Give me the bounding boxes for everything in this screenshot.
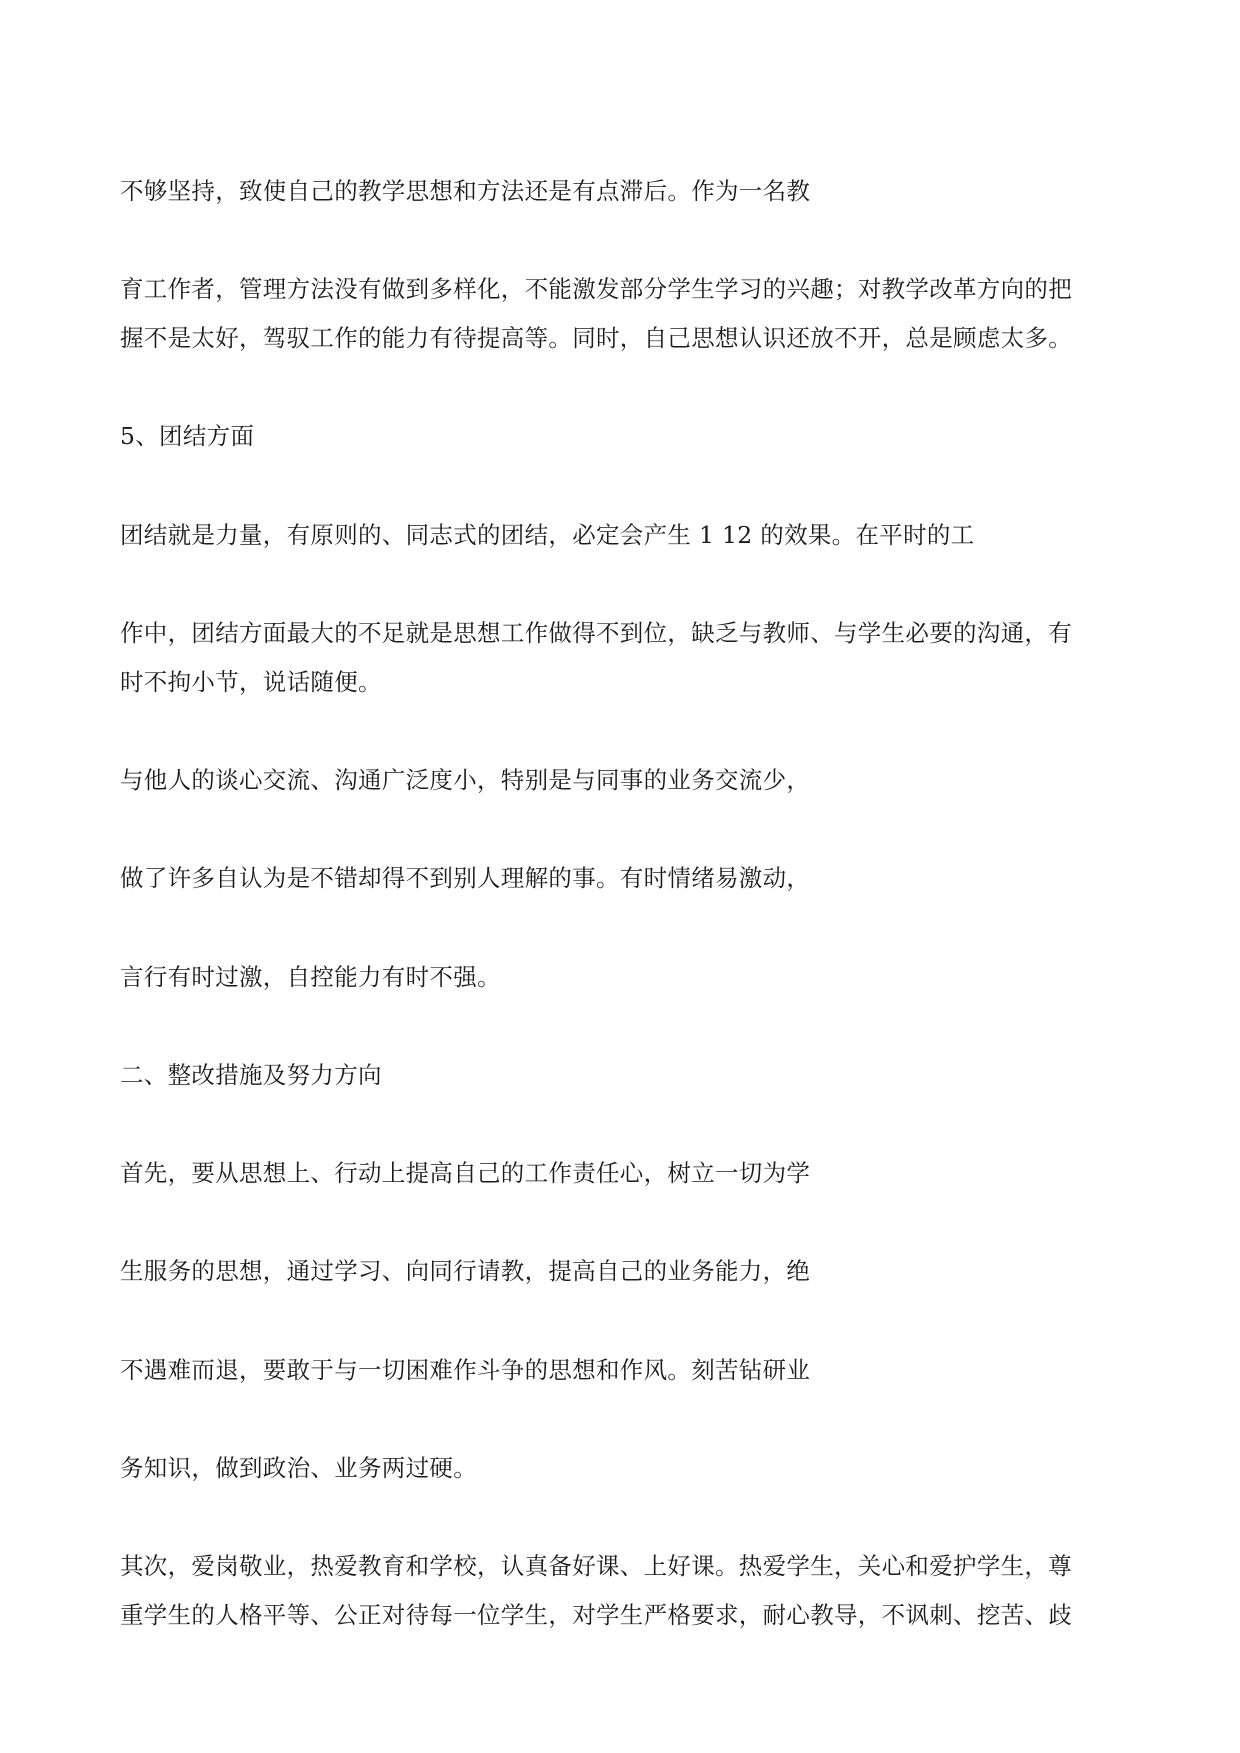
text-line: 不遇难而退，要敢于与一切困难作斗争的思想和作风。刻苦钻研业 <box>120 1356 811 1384</box>
text-line: 言行有时过激，自控能力有时不强。 <box>120 963 501 991</box>
text-line: 首先，要从思想上、行动上提高自己的工作责任心，树立一切为学 <box>120 1159 811 1187</box>
text-line: 作中，团结方面最大的不足就是思想工作做得不到位，缺乏与教师、与学生必要的沟通，有 <box>120 619 1072 647</box>
text-line: 握不是太好，驾驭工作的能力有待提高等。同时，自己思想认识还放不开，总是顾虑太多。 <box>120 324 1072 352</box>
section-heading: 二、整改措施及努力方向 <box>120 1061 382 1089</box>
text-line: 做了许多自认为是不错却得不到别人理解的事。有时情绪易激动， <box>120 864 811 892</box>
section-heading: 5、团结方面 <box>120 422 255 450</box>
text-line: 与他人的谈心交流、沟通广泛度小，特别是与同事的业务交流少， <box>120 766 811 794</box>
text-line: 团结就是力量，有原则的、同志式的团结，必定会产生 1 12 的效果。在平时的工 <box>120 521 975 549</box>
text-line: 务知识，做到政治、业务两过硬。 <box>120 1454 477 1482</box>
text-line: 重学生的人格平等、公正对待每一位学生，对学生严格要求，耐心教导，不讽刺、挖苦、歧 <box>120 1601 1072 1629</box>
text-line: 时不拘小节，说话随便。 <box>120 668 382 696</box>
text-line: 育工作者，管理方法没有做到多样化，不能激发部分学生学习的兴趣；对教学改革方向的把 <box>120 275 1072 303</box>
text-line: 生服务的思想，通过学习、向同行请教，提高自己的业务能力，绝 <box>120 1257 811 1285</box>
text-line: 其次，爱岗敬业，热爱教育和学校，认真备好课、上好课。热爱学生，关心和爱护学生，尊 <box>120 1552 1072 1580</box>
text-line: 不够坚持，致使自己的教学思想和方法还是有点滞后。作为一名教 <box>120 177 811 205</box>
